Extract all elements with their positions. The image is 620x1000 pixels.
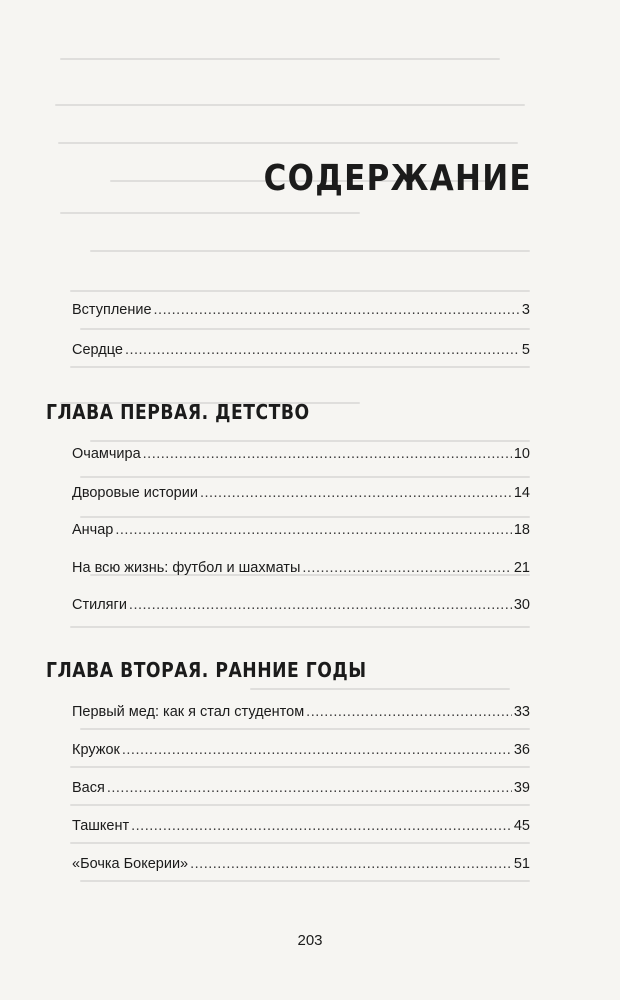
dot-leader bbox=[306, 704, 512, 720]
toc-entry-page: 45 bbox=[513, 818, 530, 834]
toc-entry-title: Вступление bbox=[72, 302, 152, 318]
toc-entry-page: 18 bbox=[513, 522, 530, 538]
toc-entry-title: «Бочка Бокерии» bbox=[72, 856, 189, 872]
dot-leader bbox=[129, 597, 512, 613]
toc-entry[interactable] bbox=[72, 818, 530, 834]
toc-entry-page: 33 bbox=[513, 704, 530, 720]
toc-entry-page: 5 bbox=[521, 342, 530, 358]
dot-leader bbox=[107, 780, 512, 796]
toc-entry-page: 39 bbox=[513, 780, 530, 796]
dot-leader bbox=[190, 856, 512, 872]
dot-leader bbox=[200, 485, 512, 501]
dot-leader bbox=[131, 818, 512, 834]
toc-entry-heart[interactable] bbox=[72, 342, 530, 358]
toc-entry-title: Вася bbox=[72, 780, 105, 796]
toc-entry-page: 36 bbox=[513, 742, 530, 758]
toc-entry[interactable] bbox=[72, 704, 530, 720]
dot-leader bbox=[154, 302, 520, 318]
dot-leader bbox=[302, 560, 511, 576]
page-title: СОДЕРЖАНИЕ bbox=[263, 158, 532, 199]
toc-entry[interactable] bbox=[72, 742, 530, 758]
dot-leader bbox=[125, 342, 520, 358]
toc-entry-title: Анчар bbox=[72, 522, 114, 538]
toc-entry-title: Кружок bbox=[72, 742, 120, 758]
toc-entry-title: Очамчира bbox=[72, 446, 141, 462]
toc-entry-page: 21 bbox=[513, 560, 530, 576]
toc-entry-title: Стиляги bbox=[72, 597, 127, 613]
toc-entry[interactable] bbox=[72, 597, 530, 613]
page-number: 203 bbox=[297, 932, 323, 949]
toc-entry[interactable] bbox=[72, 522, 530, 538]
toc-entry-page: 51 bbox=[513, 856, 530, 872]
toc-entry[interactable] bbox=[72, 485, 530, 501]
toc-entry[interactable] bbox=[72, 780, 530, 796]
dot-leader bbox=[122, 742, 512, 758]
toc-entry-title: На всю жизнь: футбол и шахматы bbox=[72, 560, 301, 576]
toc-entry-title: Первый мед: как я стал студентом bbox=[72, 704, 305, 720]
toc-entry[interactable] bbox=[72, 560, 530, 576]
dot-leader bbox=[115, 522, 511, 538]
toc-entry[interactable] bbox=[72, 446, 530, 462]
toc-entry-title: Ташкент bbox=[72, 818, 130, 834]
dot-leader bbox=[143, 446, 512, 462]
toc-entry[interactable] bbox=[72, 856, 530, 872]
chapter-heading: ГЛАВА ПЕРВАЯ. ДЕТСТВО bbox=[46, 400, 310, 424]
toc-entry-page: 10 bbox=[513, 446, 530, 462]
toc-entry-title: Дворовые истории bbox=[72, 485, 198, 501]
toc-entry-page: 14 bbox=[513, 485, 530, 501]
chapter-heading: ГЛАВА ВТОРАЯ. РАННИЕ ГОДЫ bbox=[46, 658, 367, 682]
toc-entry-title: Сердце bbox=[72, 342, 123, 358]
toc-entry-page: 30 bbox=[513, 597, 530, 613]
toc-entry-intro[interactable] bbox=[72, 302, 530, 318]
toc-entry-page: 3 bbox=[521, 302, 530, 318]
